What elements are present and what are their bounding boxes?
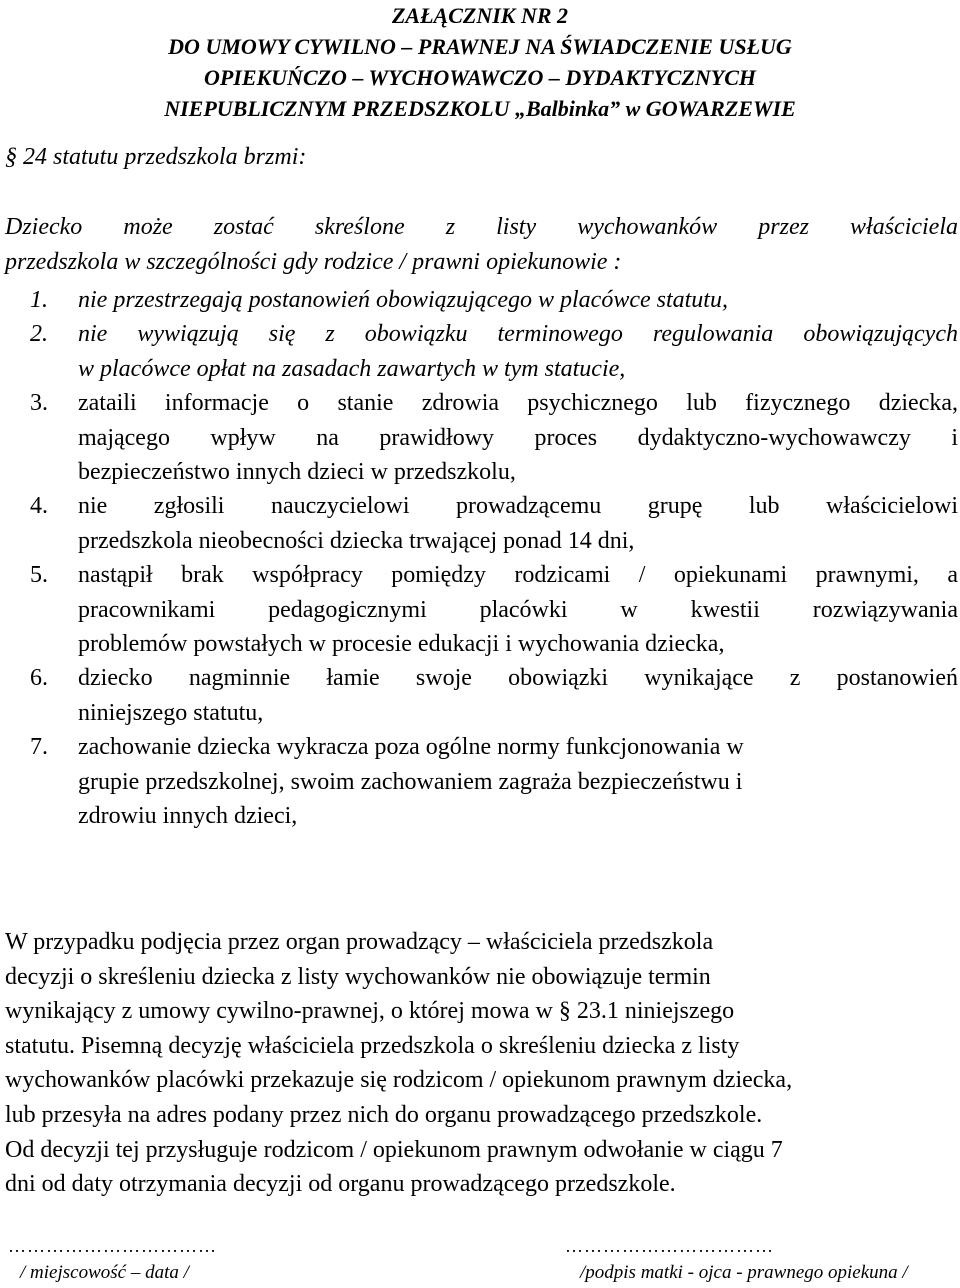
list-item-text: zataili informacje o stanie zdrowia psychicznego lub fizycznego dziecka, <box>78 390 958 417</box>
list-item-number: 6. <box>30 665 48 692</box>
list-item <box>30 386 958 489</box>
list-item-text: bezpieczeństwo innych dzieci w przedszkolu, <box>78 459 516 486</box>
list-item-text: niniejszego statutu, <box>78 699 264 726</box>
intro-text <box>5 210 958 280</box>
list-item <box>30 489 958 558</box>
list-item-text: w placówce opłat na zasadach zawartych w tym statucie, <box>78 355 626 382</box>
list-item <box>30 317 958 386</box>
header-line-1: ZAŁĄCZNIK NR 2 <box>391 3 569 28</box>
list-item-text: dziecko nagminnie łamie swoje obowiązki wynikające z postanowień <box>78 665 958 692</box>
paragraph-line: wynikający z umowy cywilno-prawnej, o której mowa w § 23.1 niniejszego <box>5 998 735 1025</box>
removal-reasons-list <box>30 283 958 834</box>
section-reference: § 24 statutu przedszkola brzmi: <box>5 144 307 170</box>
list-item-text: mającego wpływ na prawidłowy proces dydaktyczno-wychowawczy i <box>78 424 958 451</box>
list-item-text: zachowanie dziecka wykracza poza ogólne normy funkcjonowania w <box>78 734 744 761</box>
header-line-4: NIEPUBLICZNYM PRZEDSZKOLU „Balbinka” w GOWARZEWIE <box>164 96 796 121</box>
list-item-text: problemów powstałych w procesie edukacji i wychowania dziecka, <box>78 631 725 658</box>
list-item-number: 1. <box>30 287 48 313</box>
header-line-3: OPIEKUŃCZO – WYCHOWAWCZO – DYDAKTYCZNYCH <box>203 65 757 90</box>
decision-paragraph <box>5 925 958 1202</box>
paragraph-line: lub przesyła na adres podany przez nich do organu prowadzącego przedszkole. <box>5 1101 763 1128</box>
list-item-number: 5. <box>30 562 48 589</box>
list-item-text: nie wywiązują się z obowiązku terminowego regulowania obowiązujących <box>78 321 958 348</box>
intro-line-2: przedszkola w szczególności gdy rodzice / prawni opiekunowie : <box>5 249 622 275</box>
list-item-text: nie zgłosili nauczycielowi prowadzącemu grupę lub właścicielowi <box>78 493 958 520</box>
paragraph-line: wychowanków placówki przekazuje się rodzicom / opiekunom prawnym dziecka, <box>5 1067 793 1094</box>
list-item <box>30 558 958 661</box>
list-item-text: przedszkola nieobecności dziecka trwającej ponad 14 dni, <box>78 527 635 554</box>
signature-dots: …………………………… <box>565 1236 774 1256</box>
signature-label: /podpis matki - ojca - prawnego opiekuna / <box>580 1262 908 1283</box>
list-item-number: 4. <box>30 493 48 520</box>
list-item-text: pracownikami pedagogicznymi placówki w kwestii rozwiązywania <box>78 596 958 623</box>
header-line-2: DO UMOWY CYWILNO – PRAWNEJ NA ŚWIADCZENIE USŁUG <box>168 34 792 59</box>
paragraph-line: dni od daty otrzymania decyzji od organu prowadzącego przedszkole. <box>5 1171 676 1198</box>
list-item <box>30 283 958 317</box>
list-item-text: zdrowiu innych dzieci, <box>78 803 298 830</box>
list-item-text: nie przestrzegają postanowień obowiązującego w placówce statutu, <box>78 287 728 313</box>
list-item-number: 7. <box>30 734 48 761</box>
list-item-number: 2. <box>30 321 48 348</box>
list-item-text: nastąpił brak współpracy pomiędzy rodzicami / opiekunami prawnymi, a <box>78 562 958 589</box>
list-item <box>30 730 958 833</box>
paragraph-line: decyzji o skreśleniu dziecka z listy wychowanków nie obowiązuje termin <box>5 963 711 990</box>
intro-line-1: Dziecko może zostać skreślone z listy wychowanków przez właściciela <box>5 214 958 240</box>
place-date-label: / miejscowość – data / <box>20 1262 189 1283</box>
list-item-text: grupie przedszkolnej, swoim zachowaniem zagraża bezpieczeństwu i <box>78 768 743 795</box>
list-item <box>30 661 958 730</box>
paragraph-line: statutu. Pisemną decyzję właściciela przedszkola o skreśleniu dziecka z listy <box>5 1032 740 1059</box>
paragraph-line: W przypadku podjęcia przez organ prowadzący – właściciela przedszkola <box>5 929 714 955</box>
list-item-number: 3. <box>30 390 48 417</box>
document-header <box>0 0 960 124</box>
place-date-dots: …………………………… <box>8 1236 217 1256</box>
paragraph-line: Od decyzji tej przysługuje rodzicom / opiekunom prawnym odwołanie w ciągu 7 <box>5 1136 783 1163</box>
